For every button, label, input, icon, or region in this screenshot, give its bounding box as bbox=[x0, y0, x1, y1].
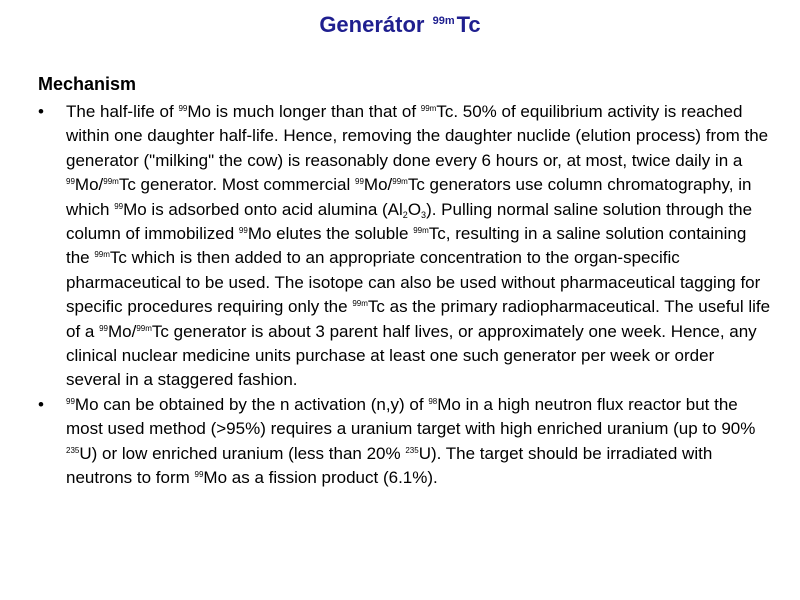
superscript: 99 bbox=[194, 470, 204, 480]
title-superscript: 99m bbox=[432, 15, 455, 27]
text-run: Mo can be obtained by the n activation (n,y) of bbox=[74, 394, 429, 414]
text-run: The half-life of bbox=[66, 102, 179, 121]
bullet-text-2 bbox=[66, 395, 755, 487]
text-run: Mo/ bbox=[363, 175, 393, 195]
superscript: 99m bbox=[392, 177, 408, 187]
superscript: 99 bbox=[355, 177, 364, 187]
superscript: 99m bbox=[352, 299, 368, 309]
text-run: O bbox=[407, 199, 422, 219]
text-run: Mo is much longer than that of bbox=[187, 102, 421, 121]
superscript: 99m bbox=[420, 104, 437, 113]
text-run: Mo in a high neutron flux reactor but the most used method (>95%) requires a uranium target with high enriched uranium (up to 90% bbox=[66, 394, 756, 439]
text-run: Tc. 50% of equilibrium activity is reached within one daughter half-life. Hence, removing the daughter nuclide (elution process) from the generator ("milking" the cow) is reasonably done every 6 hours or, at most, twice daily in a bbox=[66, 102, 769, 170]
superscript: 99m bbox=[413, 226, 429, 236]
text-run: Tc generators use column chromatography, in which bbox=[66, 175, 752, 219]
text-run: Tc, resulting in a saline solution containing the bbox=[66, 224, 747, 268]
text-run: Mo as a fission product (6.1%). bbox=[203, 468, 438, 488]
text-run: Mo/ bbox=[74, 175, 104, 195]
bullet-text-1 bbox=[66, 102, 770, 389]
superscript: 235 bbox=[405, 445, 419, 455]
superscript: 235 bbox=[66, 445, 80, 455]
text-run: Tc as the primary radiopharmaceutical. The useful life of a bbox=[66, 297, 771, 341]
bullet-icon: • bbox=[38, 102, 44, 121]
superscript: 99 bbox=[238, 226, 248, 236]
text-run: Mo is adsorbed onto acid alumina (Al bbox=[123, 199, 403, 219]
text-run: Tc generator. Most commercial bbox=[118, 175, 356, 195]
bullet-icon: • bbox=[38, 394, 44, 414]
text-run: ). Pulling normal saline solution through the column of immobilized bbox=[66, 199, 753, 244]
superscript: 99 bbox=[114, 201, 124, 211]
superscript: 99 bbox=[66, 396, 75, 406]
title-text: Generátor bbox=[319, 12, 425, 37]
subscript: 3 bbox=[421, 209, 427, 220]
slide-title bbox=[0, 12, 800, 38]
subscript: 2 bbox=[402, 209, 408, 220]
superscript: 99m bbox=[136, 323, 152, 333]
bullet-item-1 bbox=[38, 100, 773, 393]
superscript: 99m bbox=[103, 177, 119, 187]
superscript: 99 bbox=[99, 323, 108, 333]
text-run: Mo/ bbox=[108, 321, 137, 341]
superscript: 99m bbox=[94, 250, 110, 260]
superscript: 98 bbox=[428, 396, 438, 406]
bullet-item-2 bbox=[38, 393, 773, 491]
text-run: U) or low enriched uranium (less than 20% bbox=[79, 443, 406, 463]
text-run: U). The target should be irradiated with neutrons to form bbox=[66, 443, 713, 488]
text-run: Mo elutes the soluble bbox=[247, 224, 414, 244]
bullet-list bbox=[38, 100, 773, 491]
section-heading: Mechanism bbox=[38, 74, 137, 94]
text-run: Tc which is then added to an appropriate concentration to the organ-specific pharmaceutical to be used. The isotope can also be used without pharmaceutical tagging for specific procedures requiring only the bbox=[66, 248, 761, 317]
text-run: Tc generator is about 3 parent half lives, or approximately one week. Hence, any clinical nuclear medicine units purchase at least one such generator per week or order several in a staggered fashion. bbox=[66, 321, 757, 390]
superscript: 99 bbox=[66, 177, 75, 187]
title-element: Tc bbox=[456, 12, 481, 37]
superscript: 99 bbox=[178, 104, 188, 113]
